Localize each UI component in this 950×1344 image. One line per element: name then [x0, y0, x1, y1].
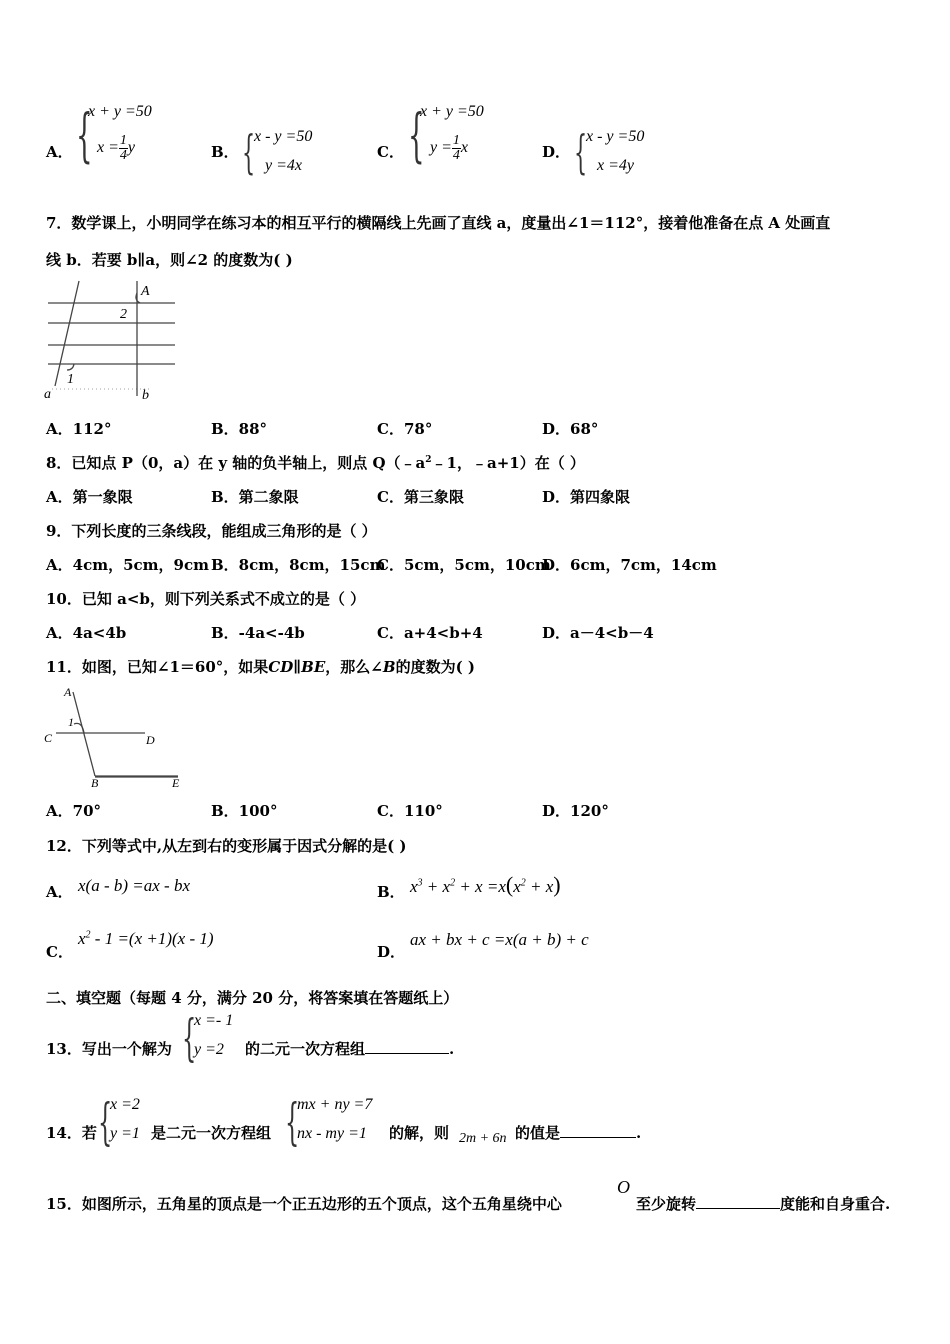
parallel-lines-figure [40, 684, 185, 790]
question-text: 的解，则 [389, 1124, 450, 1142]
equation: x + y =50 [88, 103, 152, 120]
section-heading: 二、填空题（每题 4 分，满分 20 分，将答案填在答题纸上） [46, 989, 459, 1007]
question-text: 11．如图，已知∠1＝60°，如果CD∥BE，那么∠B的度数为( ) [46, 658, 475, 676]
equation: nx - my =1 [297, 1125, 367, 1142]
equation: mx + ny =7 [297, 1096, 373, 1113]
equation: y = $\frac{1}{4}$ x [430, 133, 469, 163]
center-o-label: O [617, 1177, 630, 1197]
equation: y =1 [110, 1125, 140, 1142]
equation: x =- 1 [194, 1012, 234, 1029]
option-c: C．78° [377, 420, 433, 438]
question-text: 的二元一次方程组 . [245, 1040, 455, 1058]
option-c: C．第三象限 [377, 488, 464, 506]
option-label: C． [46, 943, 73, 961]
option-label: D． [377, 943, 406, 961]
option-d: D．第四象限 [542, 488, 631, 506]
question-text: 14．若 [46, 1124, 97, 1142]
option-b: B．-4a<-4b [211, 624, 305, 642]
question-text: 7．数学课上，小明同学在练习本的相互平行的横隔线上先画了直线 a，度量出∠1＝112°，接着他准备在点 A 处画直 [46, 214, 831, 232]
option-a: A．112° [46, 420, 112, 438]
option-b: B．100° [211, 802, 278, 820]
option-label: A． [46, 883, 73, 901]
equation: x + y =50 [420, 103, 484, 120]
equation: x(a - b) =ax - bx [78, 876, 191, 895]
question-text: 9．下列长度的三条线段，能组成三角形的是（ ） [46, 522, 377, 540]
point-a-label: A [64, 685, 72, 699]
angle-1-label: 1 [67, 372, 74, 387]
equation: x =2 [110, 1096, 140, 1113]
option-c: C．5cm，5cm，10cm [377, 556, 551, 574]
option-c: C．a+4<b+4 [377, 624, 483, 642]
question-text: 13．写出一个解为 [46, 1040, 172, 1058]
equation: $x^3 + x^2 + x =x(x^2 + x)$ [410, 872, 561, 897]
brace-icon: { [182, 1009, 197, 1067]
point-c-label: C [44, 731, 53, 745]
brace-icon: { [76, 101, 93, 169]
option-b: B．88° [211, 420, 268, 438]
angle-2-label: 2 [120, 307, 127, 322]
question-text: 至少旋转 度能和自身重合. [636, 1195, 891, 1213]
line-a-label: a [44, 387, 51, 402]
answer-blank [696, 1196, 780, 1209]
equation: x =4y [597, 157, 634, 174]
option-d: D．120° [542, 802, 609, 820]
option-label: B． [377, 883, 405, 901]
equation: y =4x [265, 157, 302, 174]
brace-icon: { [285, 1093, 300, 1151]
question-text: 是二元一次方程组 [151, 1124, 272, 1142]
brace-icon: { [242, 125, 256, 179]
point-b-label: B [91, 776, 99, 790]
equation: $x^2 - 1 =(x +1)(x - 1)$ [78, 929, 214, 948]
option-label: C． [377, 143, 404, 161]
option-label: A． [46, 143, 73, 161]
option-c: C．110° [377, 802, 443, 820]
equation: x - y =50 [586, 128, 645, 145]
option-a: A．第一象限 [46, 488, 133, 506]
equation: x - y =50 [254, 128, 313, 145]
equation: y =2 [194, 1041, 224, 1058]
option-d: D．a－4<b－4 [542, 624, 654, 642]
line-b-label: b [142, 388, 149, 403]
question-text: 的值是 . [515, 1124, 642, 1142]
option-b: B．8cm，8cm，15cm [211, 556, 386, 574]
option-a: A．4a<4b [46, 624, 127, 642]
question-text: 15．如图所示，五角星的顶点是一个正五边形的五个顶点，这个五角星绕中心 [46, 1195, 562, 1213]
option-d: D．6cm，7cm，14cm [542, 556, 717, 574]
answer-blank [365, 1041, 449, 1054]
point-d-label: D [146, 733, 155, 747]
option-label: B． [211, 143, 239, 161]
point-e-label: E [172, 776, 180, 790]
angle-1-label: 1 [68, 715, 74, 729]
equation: x = $\frac{1}{4}$ y [97, 133, 136, 163]
option-label: D． [542, 143, 571, 161]
option-d: D．68° [542, 420, 599, 438]
question-text: 8．已知点 P（0，a）在 y 轴的负半轴上，则点 $Q(﹣a^2﹣1$，﹣a+1）在（ ） [46, 454, 585, 472]
expression: 2m + 6n [459, 1131, 507, 1146]
option-a: A．4cm，5cm，9cm [46, 556, 209, 574]
question-text: 10．已知 a<b，则下列关系式不成立的是（ ） [46, 590, 366, 608]
option-a: A．70° [46, 802, 102, 820]
answer-blank [560, 1125, 636, 1138]
label-a-point: A [141, 284, 150, 299]
parallel-lines-figure [40, 278, 185, 404]
brace-icon: { [98, 1093, 113, 1151]
brace-icon: { [408, 101, 425, 169]
option-b: B．第二象限 [211, 488, 299, 506]
brace-icon: { [574, 125, 588, 179]
equation: ax + bx + c =x(a + b) + c [410, 930, 589, 949]
question-text: 12．下列等式中,从左到右的变形属于因式分解的是( ) [46, 837, 407, 855]
question-text: 线 b．若要 b∥a，则∠2 的度数为( ) [46, 251, 293, 269]
